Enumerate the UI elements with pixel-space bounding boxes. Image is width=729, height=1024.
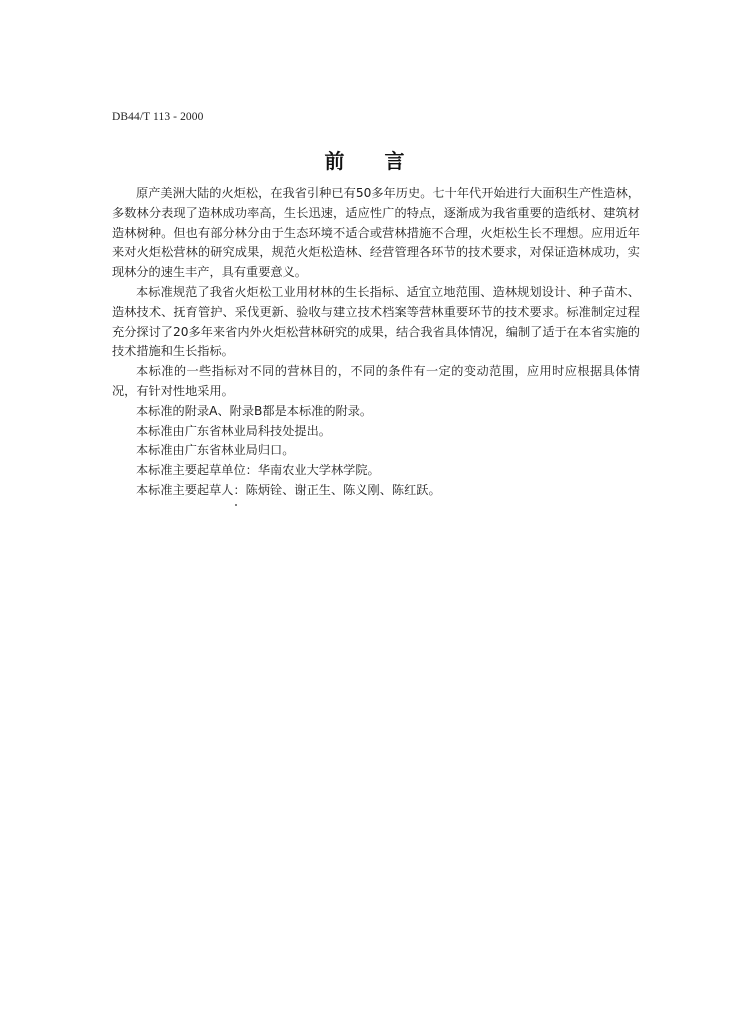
paragraph: 本标准由广东省林业局归口。 (136, 443, 295, 458)
page-title (0, 145, 729, 174)
document-code: DB44/T 113 - 2000 (112, 111, 204, 123)
title-char-2: 言 (384, 149, 405, 173)
paragraph: 本标准主要起草人：陈炳铨、谢正生、陈义刚、陈红跃。 (136, 482, 441, 497)
scan-speck (235, 504, 237, 506)
paragraph: 本标准规范了我省火炬松工业用材林的生长指标、适宜立地范围、造林规划设计、种子苗木、造林技术、抚育管护、采伐更新、验收与建立技术档案等营林重要环节的技术要求。标准制定过程充分探讨了20多年来省内外火炬松营林研究的成果，结合我省具体情况，编制了适于在本省实施的技术措施和生长指标。 (112, 284, 640, 359)
paragraph: 本标准的一些指标对不同的营林目的，不同的条件有一定的变动范围，应用时应根据具体情况，有针对性地采用。 (112, 364, 640, 398)
paragraph: 本标准的附录A、附录B都是本标准的附录。 (136, 403, 373, 418)
paragraph: 本标准由广东省林业局科技处提出。 (136, 423, 331, 438)
foreword-body (112, 184, 640, 501)
title-char-1: 前 (324, 149, 345, 173)
paragraph: 原产美洲大陆的火炬松，在我省引种已有50多年历史。七十年代开始进行大面积生产性造林，多数林分表现了造林成功率高，生长迅速，适应性广的特点，逐渐成为我省重要的造纸材、建筑材造林树种。但也有部分林分由于生态环境不适合或营林措施不合理，火炬松生长不理想。应用近年来对火炬松营林的研究成果，规范火炬松造林、经营管理各环节的技术要求，对保证造林成功，实现林分的速生丰产，具有重要意义。 (112, 186, 640, 280)
paragraph: 本标准主要起草单位：华南农业大学林学院。 (136, 463, 380, 478)
